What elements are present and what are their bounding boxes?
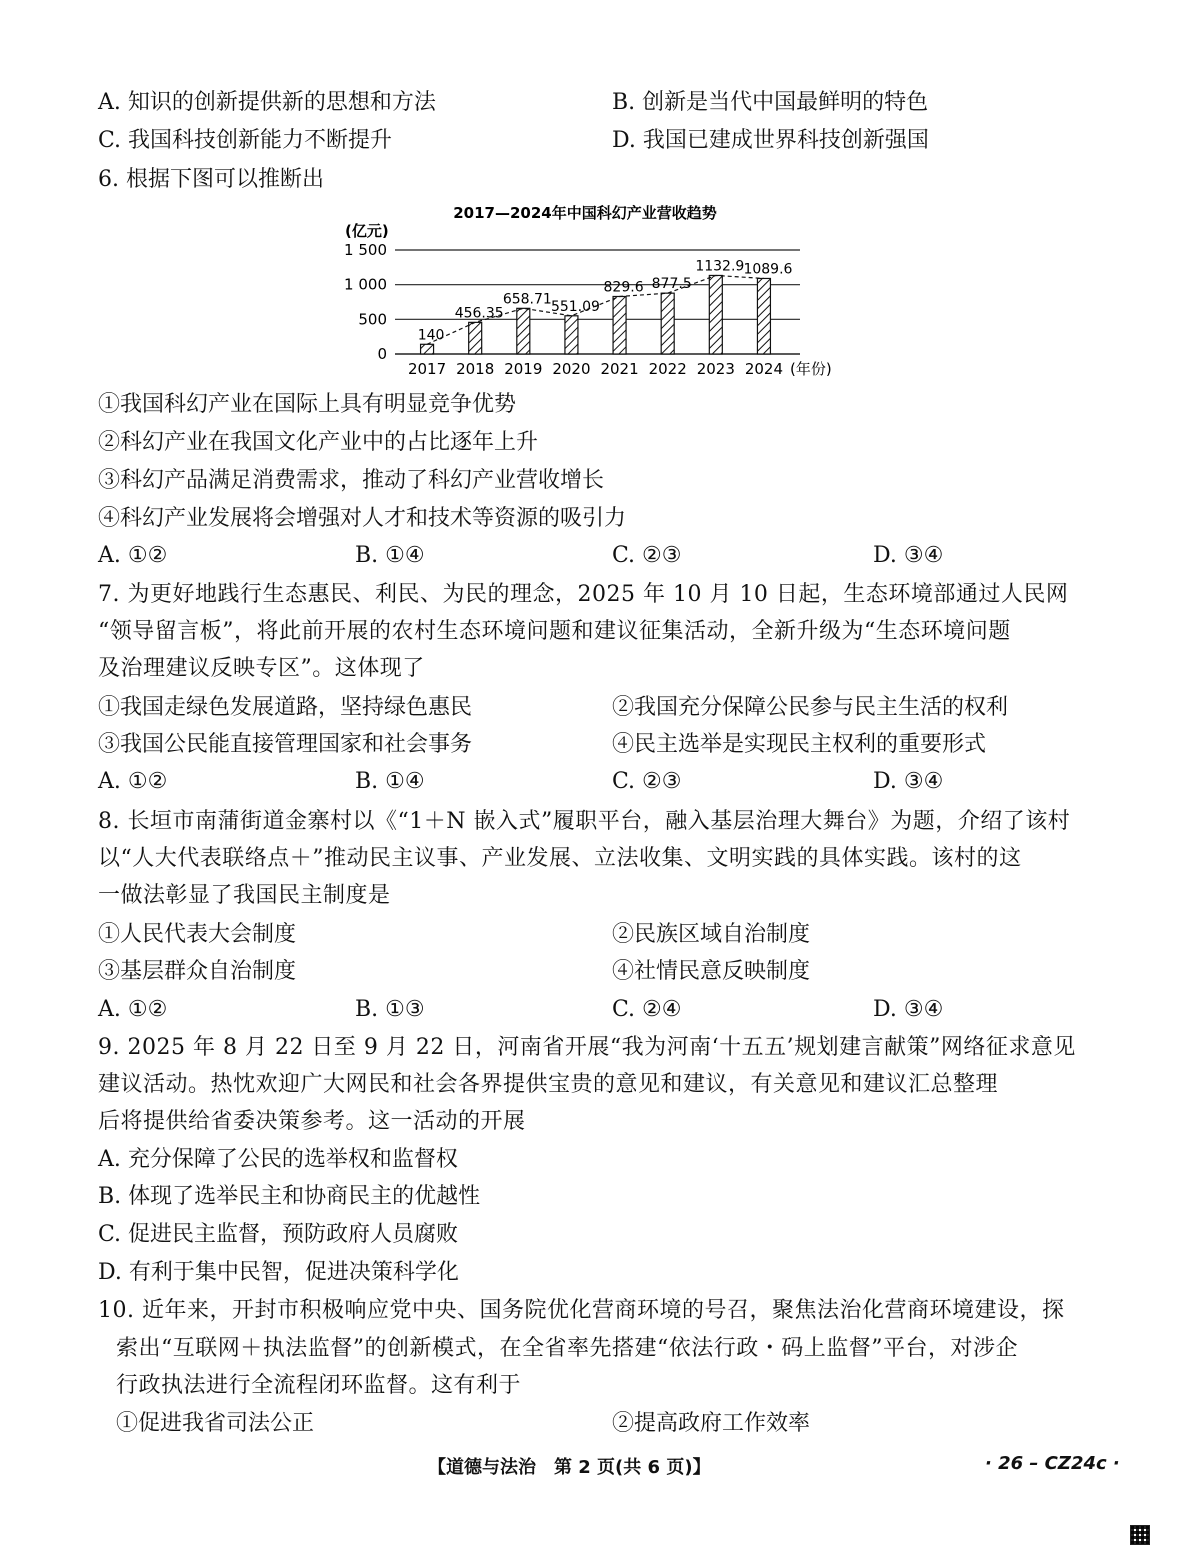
bar-2017 bbox=[421, 344, 434, 354]
q6-choice-c: C. ②③ bbox=[612, 543, 682, 568]
exam-code: · 26 – CZ24c · bbox=[985, 1453, 1120, 1474]
qr-code-icon bbox=[1130, 1525, 1150, 1545]
q7-item-1: ①我国走绿色发展道路，坚持绿色惠民 bbox=[98, 695, 473, 720]
q9-line-3: 后将提供给省委决策参考。这一活动的开展 bbox=[98, 1109, 526, 1134]
q10-item-2: ②提高政府工作效率 bbox=[612, 1411, 811, 1436]
y-tick-label: 1 000 bbox=[344, 275, 387, 294]
chart-svg bbox=[335, 196, 855, 386]
q6-item-4: ④科幻产业发展将会增强对人才和技术等资源的吸引力 bbox=[98, 506, 627, 531]
q7-choice-d: D. ③④ bbox=[873, 769, 944, 794]
x-axis-unit: (年份) bbox=[790, 360, 832, 378]
q5-option-d: D. 我国已建成世界科技创新强国 bbox=[612, 128, 929, 153]
bar-2022 bbox=[661, 293, 674, 354]
bar-2020 bbox=[565, 316, 578, 354]
q5-option-a: A. 知识的创新提供新的思想和方法 bbox=[98, 90, 436, 115]
y-tick-label: 1 500 bbox=[344, 241, 387, 259]
x-tick-label: 2022 bbox=[648, 360, 687, 378]
q9-line-1: 9. 2025 年 8 月 22 日至 9 月 22 日，河南省开展“我为河南‘十五五’规划建言献策”网络征求意见 bbox=[98, 1035, 1076, 1060]
q7-choice-c: C. ②③ bbox=[612, 769, 682, 794]
q10-line-3: 行政执法进行全流程闭环监督。这有利于 bbox=[116, 1373, 522, 1398]
q8-item-2: ②民族区域自治制度 bbox=[612, 922, 811, 947]
q8-item-1: ①人民代表大会制度 bbox=[98, 922, 297, 947]
q10-line-2: 索出“互联网＋执法监督”的创新模式，在全省率先搭建“依法行政・码上监督”平台，对涉企 bbox=[116, 1336, 1018, 1361]
revenue-chart bbox=[335, 196, 855, 386]
q8-line-2: 以“人大代表联络点＋”推动民主议事、产业发展、立法收集、文明实践的具体实践。该村的这 bbox=[98, 846, 1022, 871]
q8-choice-c: C. ②④ bbox=[612, 997, 682, 1022]
q9-option-a: A. 充分保障了公民的选举权和监督权 bbox=[98, 1147, 458, 1172]
q8-item-3: ③基层群众自治制度 bbox=[98, 959, 297, 984]
chart-title: 2017—2024年中国科幻产业营收趋势 bbox=[453, 204, 717, 222]
y-tick-label: 500 bbox=[358, 310, 387, 329]
x-tick-label: 2021 bbox=[600, 360, 639, 378]
q7-choice-a: A. ①② bbox=[98, 769, 168, 794]
x-tick-label: 2017 bbox=[407, 360, 447, 378]
y-tick-label: 0 bbox=[377, 345, 387, 363]
q7-item-3: ③我国公民能直接管理国家和社会事务 bbox=[98, 732, 473, 757]
bar-2019 bbox=[517, 308, 530, 354]
x-tick-label: 2020 bbox=[552, 360, 591, 378]
q6-choice-a: A. ①② bbox=[98, 543, 168, 568]
data-label: 829.6 bbox=[603, 279, 644, 296]
x-tick-label: 2024 bbox=[744, 360, 784, 378]
q8-choice-d: D. ③④ bbox=[873, 997, 944, 1022]
q9-option-b: B. 体现了选举民主和协商民主的优越性 bbox=[98, 1184, 481, 1209]
q6-stem: 6. 根据下图可以推断出 bbox=[98, 167, 324, 192]
q8-line-1: 8. 长垣市南蒲街道金寨村以《“1＋N 嵌入式”履职平台，融入基层治理大舞台》为题，介绍了该村 bbox=[98, 809, 1071, 834]
q8-choice-b: B. ①③ bbox=[355, 997, 425, 1022]
data-label: 140 bbox=[417, 327, 445, 344]
q8-line-3: 一做法彰显了我国民主制度是 bbox=[98, 883, 391, 908]
data-label: 658.71 bbox=[502, 291, 552, 308]
q7-line-1: 7. 为更好地践行生态惠民、利民、为民的理念，2025 年 10 月 10 日起，生态环境部通过人民网 bbox=[98, 582, 1069, 607]
data-label: 1089.6 bbox=[743, 261, 793, 278]
q10-item-1: ①促进我省司法公正 bbox=[116, 1411, 315, 1436]
q7-item-4: ④民主选举是实现民主权利的重要形式 bbox=[612, 732, 987, 757]
q6-item-1: ①我国科幻产业在国际上具有明显竞争优势 bbox=[98, 392, 517, 417]
q8-item-4: ④社情民意反映制度 bbox=[612, 959, 811, 984]
q9-option-c: C. 促进民主监督，预防政府人员腐败 bbox=[98, 1222, 459, 1247]
data-label: 877.5 bbox=[651, 276, 692, 293]
q5-option-c: C. 我国科技创新能力不断提升 bbox=[98, 128, 393, 153]
data-label: 1132.9 bbox=[695, 258, 745, 275]
q8-choice-a: A. ①② bbox=[98, 997, 168, 1022]
bar-2018 bbox=[469, 322, 482, 354]
q5-option-b: B. 创新是当代中国最鲜明的特色 bbox=[612, 90, 929, 115]
data-label: 551.09 bbox=[550, 298, 600, 315]
bar-2023 bbox=[709, 275, 722, 354]
q9-option-d: D. 有利于集中民智，促进决策科学化 bbox=[98, 1260, 459, 1285]
data-label: 456.35 bbox=[454, 305, 504, 322]
q6-item-2: ②科幻产业在我国文化产业中的占比逐年上升 bbox=[98, 430, 539, 455]
bar-2024 bbox=[757, 278, 770, 354]
x-tick-label: 2018 bbox=[456, 360, 495, 378]
bar-2021 bbox=[613, 296, 626, 354]
page-footer: 【道德与法治 第 2 页(共 6 页)】 bbox=[428, 1457, 711, 1478]
chart-y-unit: (亿元) bbox=[345, 222, 389, 240]
q6-choice-b: B. ①④ bbox=[355, 543, 425, 568]
q7-line-2: “领导留言板”，将此前开展的农村生态环境问题和建议征集活动，全新升级为“生态环境问题 bbox=[98, 619, 1011, 644]
q10-line-1: 10. 近年来，开封市积极响应党中央、国务院优化营商环境的号召，聚焦法治化营商环境建设，探 bbox=[98, 1298, 1065, 1323]
q6-choice-d: D. ③④ bbox=[873, 543, 944, 568]
q9-line-2: 建议活动。热忱欢迎广大网民和社会各界提供宝贵的意见和建议，有关意见和建议汇总整理 bbox=[98, 1072, 999, 1097]
q7-item-2: ②我国充分保障公民参与民主生活的权利 bbox=[612, 695, 1009, 720]
q7-choice-b: B. ①④ bbox=[355, 769, 425, 794]
x-tick-label: 2023 bbox=[696, 360, 735, 378]
x-tick-label: 2019 bbox=[504, 360, 543, 378]
q6-item-3: ③科幻产品满足消费需求，推动了科幻产业营收增长 bbox=[98, 468, 605, 493]
q7-line-3: 及治理建议反映专区”。这体现了 bbox=[98, 656, 425, 681]
